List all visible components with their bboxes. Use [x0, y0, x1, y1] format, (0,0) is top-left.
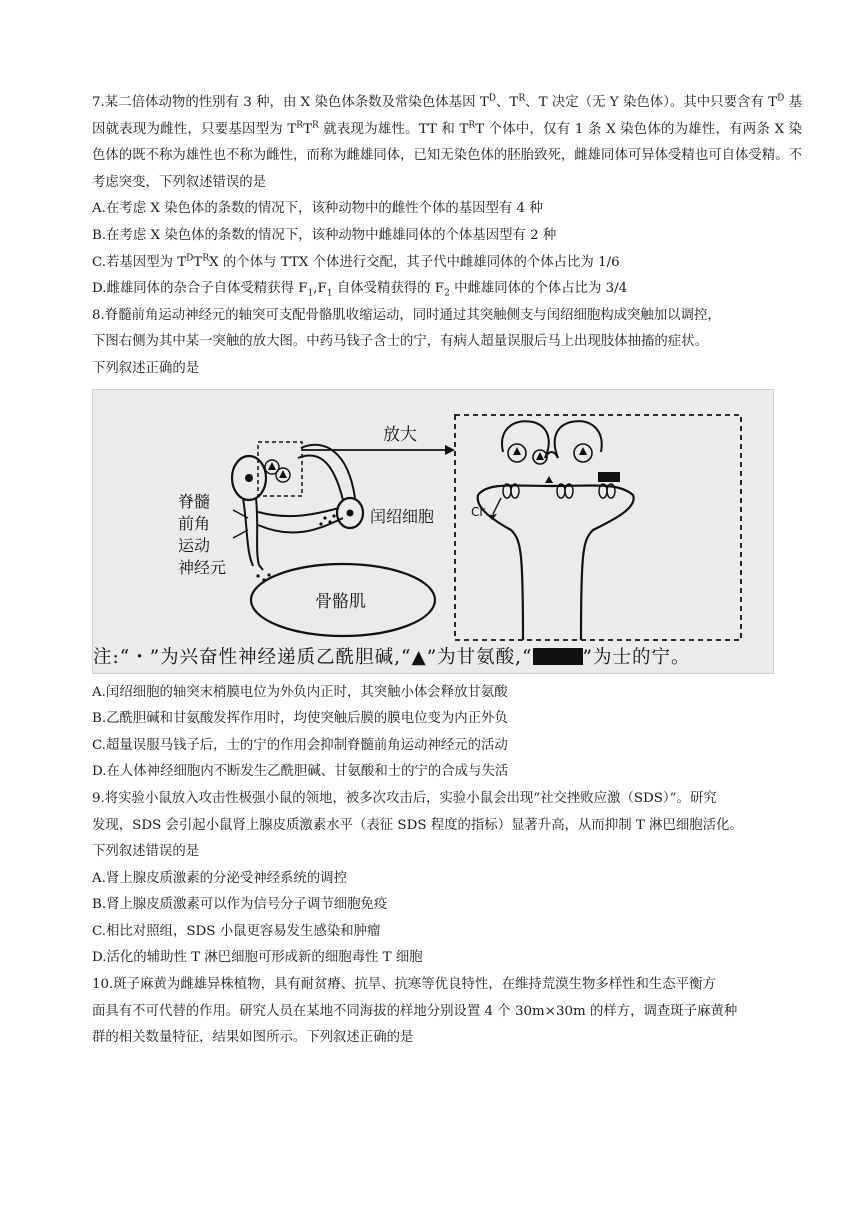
glycine-triangle — [268, 462, 276, 470]
q9-option-a: A.肾上腺皮质激素的分泌受神经系统的调控 — [92, 870, 347, 886]
renshaw-axon-edge — [301, 444, 355, 497]
figure-note: 注:“・”为兴奋性神经递质乙酰胆碱,“▲”为甘氨酸,“ ”为士的宁。 — [93, 646, 691, 668]
glycine-triangle-released — [545, 476, 553, 483]
cl-arrow — [493, 498, 501, 514]
ach-dot — [319, 522, 322, 525]
q9-stem-line-2: 发现，SDS 会引起小鼠肾上腺皮质激素水平（表征 SDS 程度的指标）显著升高，从而抑制 T 淋巴细胞活化。 — [92, 817, 743, 833]
motor-neuron-nucleus — [245, 474, 253, 482]
q7-option-d: D.雌雄同体的杂合子自体受精获得 $F_1,F_1$ 自体受精获得的 $F_2$ 中雌雄同体的个体占比为 3/4 — [92, 281, 628, 299]
label-pointer — [233, 530, 248, 538]
exam-content — [92, 90, 802, 1052]
ach-dot — [323, 516, 326, 519]
glycine-triangle — [579, 447, 587, 455]
q9-stem-line-3: 下列叙述错误的是 — [92, 844, 200, 860]
q9-option-c: C.相比对照组，SDS 小鼠更容易发生感染和肿瘤 — [92, 923, 381, 939]
synapse-figure — [92, 389, 774, 674]
label-neuron-2: 前角 — [178, 513, 211, 533]
strychnine-legend-block — [533, 648, 583, 665]
q9-option-d: D.活化的辅助性 T 淋巴细胞可形成新的细胞毒性 T 细胞 — [92, 950, 423, 966]
glycine-triangle — [279, 470, 287, 478]
glycine-triangle — [513, 447, 521, 455]
strychnine-block — [598, 472, 620, 482]
q10-stem-line-3: 群的相关数量特征，结果如图所示。下列叙述正确的是 — [92, 1030, 414, 1046]
q8-option-c: C.超量误服马钱子后，士的宁的作用会抑制脊髓前角运动神经元的活动 — [92, 737, 508, 753]
q8-stem-line-2: 下图右侧为其中某一突触的放大图。中药马钱子含士的宁，有病人超量误服后马上出现肢体抽搐的症状。 — [92, 334, 708, 350]
q7-option-b: B.在考虑 X 染色体的条数的情况下，该种动物中雌雄同体的个体基因型有 2 种 — [92, 227, 557, 243]
renshaw-nucleus — [347, 509, 354, 516]
q9-option-b: B.肾上腺皮质激素可以作为信号分子调节细胞免疫 — [92, 897, 388, 913]
q7-option-c: C.若基因型为 $T^DT^RX$ 的个体与 TTX 个体进行交配，其子代中雌雄同体的个体占比为 1/6 — [92, 253, 620, 270]
postsynaptic-membrane — [478, 485, 634, 640]
q8-stem-line-1: 8.脊髓前角运动神经元的轴突可支配骨骼肌收缩运动，同时通过其突触侧支与闰绍细胞构成突触加以调控， — [92, 307, 721, 323]
q9-stem-line-1: 9.将实验小鼠放入攻击性极强小鼠的领地，被多次攻击后，实验小鼠会出现“社交挫败应激（SDS）”。研究 — [92, 790, 717, 806]
motor-neuron-axon — [256, 498, 263, 570]
label-muscle: 骨骼肌 — [315, 591, 366, 612]
q7-stem: 7.某二倍体动物的性别有 3 种，由 X 染色体条数及常染色体基因 $T^D$、$T^R$、T 决定（无 Y 染色体）。其中只要含有 $T^D$ 基因就表现为雌性，只要基因型为 $T^RT^R$ 就表现为雄性。TT 和 $T^RT$ 个体中，仅有 1 条 X 染色体的为雄性，有两条 X 染色体的既不称为雄性也不称为雌性，而称为雌雄同体，已知无染色体的胚胎致死，雌雄同体可异体受精也可自体受精。不考虑突变，下列叙述错误的是 — [92, 93, 802, 190]
zoom-arrow-head — [445, 445, 455, 455]
q8-stem-line-3: 下列叙述正确的是 — [92, 360, 200, 376]
q8-option-a: A.闰绍细胞的轴突末梢膜电位为外负内正时，其突触小体会释放甘氨酸 — [92, 684, 508, 700]
q10-stem-line-1: 10.斑子麻黄为雌雄异株植物，具有耐贫瘠、抗旱、抗寒等优良特性，在维持荒漠生物多样性和生态平衡方 — [92, 977, 716, 993]
glycine-triangle — [536, 452, 544, 460]
q8-option-d: D.在人体神经细胞内不断发生乙酰胆碱、甘氨酸和士的宁的合成与失活 — [92, 764, 509, 780]
ach-dot — [256, 574, 259, 577]
synapse-diagram — [93, 390, 773, 673]
q7-option-a: A.在考虑 X 染色体的条数的情况下，该种动物中的雌性个体的基因型有 4 种 — [92, 201, 543, 217]
label-neuron-3: 运动 — [178, 535, 211, 555]
axon-collateral — [258, 518, 343, 533]
postsynaptic-membrane-left — [478, 495, 523, 640]
axon-collateral-edge — [258, 508, 339, 516]
ach-dot — [332, 514, 335, 517]
label-cl: Cl- — [471, 503, 486, 519]
ach-dot — [328, 520, 331, 523]
renshaw-axon — [298, 455, 343, 500]
label-neuron-1: 脊髓 — [178, 491, 211, 511]
q8-option-b: B.乙酰胆碱和甘氨酸发挥作用时，均使突触后膜的膜电位变为内正外负 — [92, 711, 508, 727]
label-zoom: 放大 — [383, 424, 417, 445]
label-renshaw: 闰绍细胞 — [370, 506, 435, 526]
label-neuron-4: 神经元 — [178, 557, 227, 577]
presynaptic-terminal-right — [555, 421, 602, 458]
ach-dot — [267, 573, 270, 576]
q10-stem-line-2: 面具有不可代替的作用。研究人员在某地不同海拔的样地分别设置 4 个 30m×30m 的样方，调查斑子麻黄种 — [92, 1003, 738, 1019]
